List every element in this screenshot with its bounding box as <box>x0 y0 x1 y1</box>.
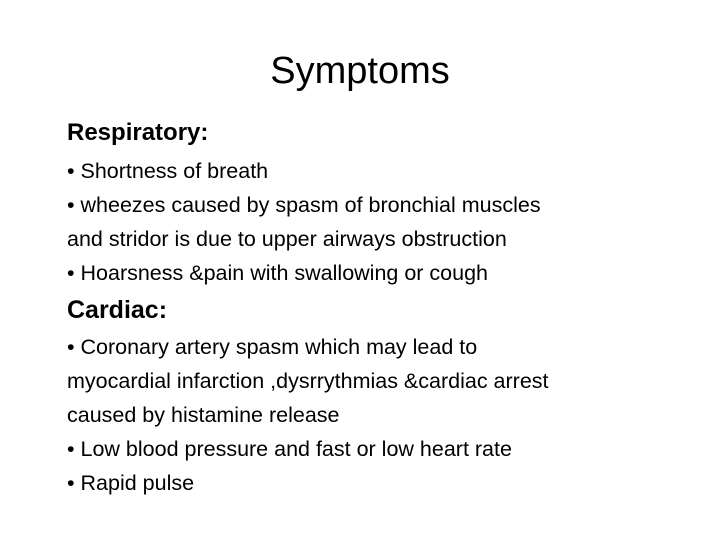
section-heading-cardiac: Cardiac: <box>67 296 168 324</box>
slide-title-text: Symptoms <box>270 50 450 92</box>
cardiac-line: • Low blood pressure and fast or low heart rate <box>67 437 512 461</box>
cardiac-lines <box>67 330 667 500</box>
cardiac-line: myocardial infarction ,dysrrythmias &cardiac arrest <box>67 369 549 393</box>
slide-content <box>67 118 667 500</box>
cardiac-line: caused by histamine release <box>67 403 340 427</box>
slide-title <box>0 48 720 94</box>
respiratory-line: • Hoarsness &pain with swallowing or cough <box>67 261 489 285</box>
respiratory-line: • wheezes caused by spasm of bronchial muscles <box>67 193 541 217</box>
respiratory-line: • Shortness of breath <box>67 159 269 183</box>
cardiac-line: • Rapid pulse <box>67 471 195 495</box>
respiratory-line: and stridor is due to upper airways obstruction <box>67 227 507 251</box>
cardiac-line: • Coronary artery spasm which may lead to <box>67 335 478 359</box>
respiratory-lines <box>67 154 667 290</box>
section-heading-respiratory: Respiratory: <box>67 119 209 146</box>
